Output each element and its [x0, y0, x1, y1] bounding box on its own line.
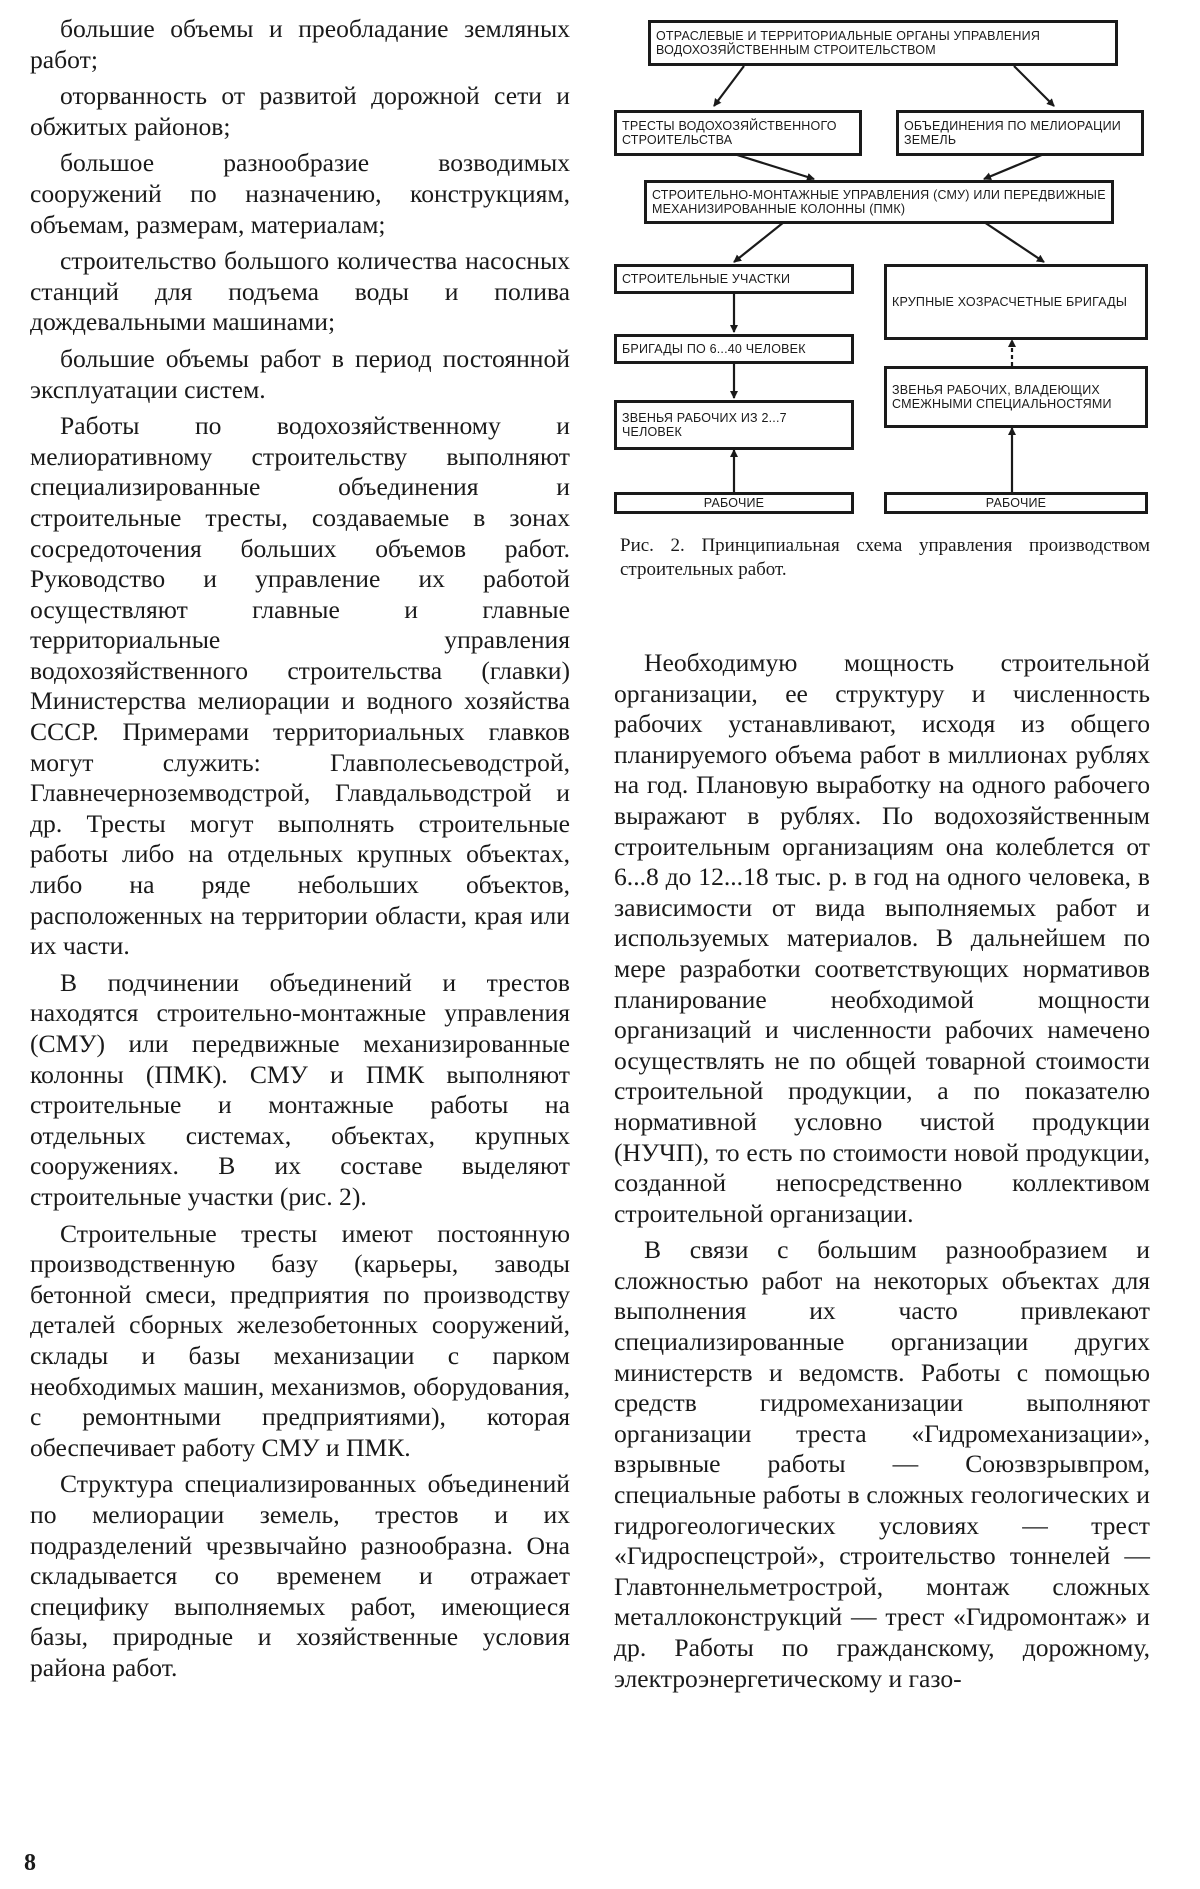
list-item: оторванность от развитой дорожной сети и обжитых районов;	[30, 81, 570, 141]
arrow-top-to-trusts	[714, 66, 744, 106]
figure-caption: Рис. 2. Принципиальная схема управления производством строительных работ.	[620, 535, 1150, 580]
box-workers-left: РАБОЧИЕ	[614, 492, 854, 514]
paragraph: Структура специализированных объединений по мелиорации земель, трестов и их подразделений чрезвычайно разнообразна. Она складывается со временем и отражает специфику выполняемых работ, имеющиеся базы, природные и хозяйственные условия района работ.	[30, 1469, 570, 1682]
arrow-trusts-to-smu	[734, 154, 814, 179]
paragraph: Работы по водохозяйственному и мелиоративному строительству выполняют специализированные объединения и строительные тресты, создаваемые в зонах сосредоточения больших объемов работ. Руководство и управление их работой осуществляют главные и главные территориальные управления водохозяйственного строительства (главки) Министерства мелиорации и водного хозяйства СССР. Примерами территориальных главков могут служить: Главполесьеводстрой, Главнечерноземводстрой, Главдальводстрой и др. Тресты могут выполнять строительные работы либо на отдельных крупных объектах, либо на ряде небольших объектов, расположенных на территории области, края или их части.	[30, 411, 570, 961]
box-trusts: ТРЕСТЫ ВОДОХОЗЯЙСТВЕННОГО СТРОИТЕЛЬСТВА	[614, 110, 862, 156]
list-item: большие объемы работ в период постоянной эксплуатации систем.	[30, 343, 570, 404]
list-item: строительство большого количества насосных станций для подъема воды и полива дождевальными машинами;	[30, 246, 570, 337]
list-item: большое разнообразие возводимых сооружений по назначению, конструкциям, объемам, размерам, материалам;	[30, 148, 570, 239]
right-column	[614, 14, 1150, 1700]
box-governing-bodies: ОТРАСЛЕВЫЕ И ТЕРРИТОРИАЛЬНЫЕ ОРГАНЫ УПРАВЛЕНИЯ ВОДОХОЗЯЙСТВЕННЫМ СТРОИТЕЛЬСТВОМ	[648, 20, 1118, 66]
box-units-related-skills: ЗВЕНЬЯ РАБОЧИХ, ВЛАДЕЮЩИХ СМЕЖНЫМИ СПЕЦИАЛЬНОСТЯМИ	[884, 366, 1148, 428]
box-smu: СТРОИТЕЛЬНО-МОНТАЖНЫЕ УПРАВЛЕНИЯ (СМУ) ИЛИ ПЕРЕДВИЖНЫЕ МЕХАНИЗИРОВАННЫЕ КОЛОННЫ (ПМК)	[644, 180, 1114, 224]
paragraph: В подчинении объединений и трестов находятся строительно-монтажные управления (СМУ) или передвижные механизированные колонны (ПМК). СМУ и ПМК выполняют строительные и монтажные работы на отдельных системах, объектах, крупных сооружениях. В их составе выделяют строительные участки (рис. 2).	[30, 967, 570, 1211]
box-large-brigades: КРУПНЫЕ ХОЗРАСЧЕТНЫЕ БРИГАДЫ	[884, 264, 1148, 340]
box-construction-sites: СТРОИТЕЛЬНЫЕ УЧАСТКИ	[614, 264, 854, 294]
page-number: 8	[24, 1850, 36, 1876]
arrow-smu-to-brigades-large	[984, 222, 1044, 262]
arrow-smu-to-sites	[734, 222, 784, 262]
paragraph: Строительные тресты имеют постоянную производственную базу (карьеры, заводы бетонной смеси, предприятия по производству деталей сборных железобетонных сооружений, склады и базы механизации с парком необходимых машин, механизмов, оборудования, с ремонтными предприятиями), которая обеспечивает работу СМУ и ПМК.	[30, 1218, 570, 1462]
paragraph: Необходимую мощность строительной организации, ее структуру и численность рабочих устанавливают, исходя из общего планируемого объема работ в миллионах рублях на год. Плановую выработку на одного рабочего выражают в рублях. По водохозяйственным строительным организациям она колеблется от 6...8 до 12...18 тыс. р. в год на одного человека, в зависимости от вида выполняемых работ и используемых материалов. В дальнейшем по мере разработки соответствующих нормативов планирование необходимой мощности организаций и численности рабочих намечено осуществлять не по общей товарной стоимости строительной продукции, а по показателю нормативной условно чистой продукции (НУЧП), то есть по стоимости новой продукции, созданной непосредственно коллективом строительной организации.	[614, 648, 1150, 1228]
paragraph: В связи с большим разнообразием и сложностью работ на некоторых объектах для выполнения их часто привлекают специализированные организации других министерств и ведомств. Работы с помощью средств гидромеханизации выполняют организации треста «Гидромеханизации», взрывные работы — Союзвзрывпром, специальные работы в сложных геологических и гидрогеологических условиях — трест «Гидроспецстрой», строительство тоннелей — Главтоннельметрострой, монтаж сложных металлоконструкций — трест «Гидромонтаж» и др. Работы по гражданскому, дорожному, электроэнергетическому и газо-	[614, 1235, 1150, 1693]
box-workers-right: РАБОЧИЕ	[884, 492, 1148, 514]
box-associations: ОБЪЕДИНЕНИЯ ПО МЕЛИОРАЦИИ ЗЕМЕЛЬ	[896, 110, 1144, 156]
arrow-associations-to-smu	[984, 154, 1044, 179]
box-units-2-7: ЗВЕНЬЯ РАБОЧИХ ИЗ 2...7 ЧЕЛОВЕК	[614, 400, 854, 450]
management-structure-diagram	[614, 14, 1150, 514]
arrow-top-to-associations	[1014, 66, 1054, 106]
box-brigades-6-40: БРИГАДЫ ПО 6...40 ЧЕЛОВЕК	[614, 334, 854, 364]
list-item: большие объемы и преобладание земляных работ;	[30, 14, 570, 74]
left-column	[30, 14, 570, 1689]
